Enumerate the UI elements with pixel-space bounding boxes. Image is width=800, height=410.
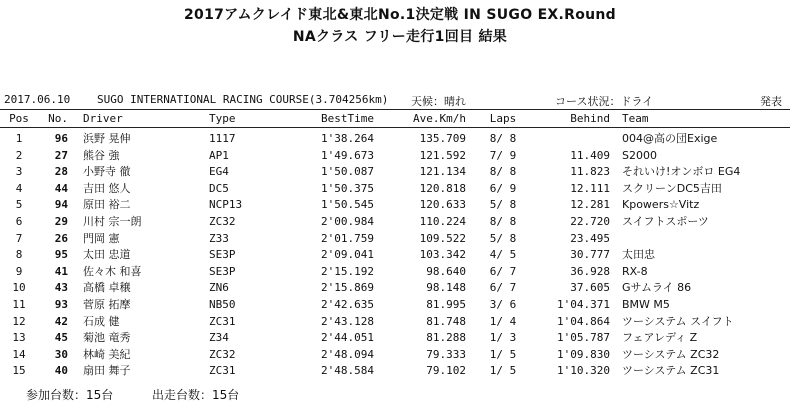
car-type: NB50 — [209, 298, 236, 311]
col-team: Team — [622, 112, 649, 125]
laps-count: 6/ 7 — [489, 264, 517, 278]
gap-behind: 12.281 — [570, 198, 610, 212]
best-time: 1'50.087 — [321, 165, 374, 179]
laps-count: 1/ 5 — [489, 364, 517, 378]
results-title: 2017アムクレイド東北&東北No.1決定戦 IN SUGO EX.Round — [183, 7, 616, 23]
avg-speed: 121.592 — [419, 148, 466, 162]
team-name: フェアレディ Z — [622, 331, 698, 345]
result-pos: 4 — [15, 181, 23, 195]
avg-speed: 79.333 — [426, 347, 466, 361]
table-row — [0, 196, 800, 213]
car-type: Z33 — [209, 231, 229, 245]
table-row — [0, 213, 800, 230]
entries-count: 参加台数：15台 — [26, 388, 114, 402]
car-number: 95 — [54, 248, 68, 262]
result-pos: 11 — [12, 298, 26, 311]
laps-count: 6/ 9 — [489, 181, 517, 195]
car-type: SE3P — [209, 248, 236, 262]
best-time: 1'50.545 — [321, 198, 374, 212]
driver-name: 川村 宗一朗 — [83, 215, 142, 228]
avg-speed: 120.818 — [419, 181, 466, 195]
avg-speed: 98.640 — [426, 264, 466, 278]
result-pos: 8 — [15, 248, 23, 262]
car-type: ZC31 — [209, 364, 236, 378]
weather-label: 天候：晴れ — [411, 95, 466, 108]
col-behind: Behind — [570, 112, 610, 125]
car-type: ZC31 — [209, 314, 236, 328]
driver-name: 門岡 憲 — [83, 231, 120, 245]
result-pos: 6 — [15, 215, 23, 228]
avg-speed: 103.342 — [419, 248, 466, 262]
car-type: SE3P — [209, 264, 236, 278]
table-row — [0, 147, 800, 164]
result-pos: 7 — [15, 231, 23, 245]
best-time: 2'48.584 — [321, 364, 374, 378]
best-time: 2'15.192 — [321, 264, 374, 278]
car-number: 42 — [54, 314, 68, 328]
gap-behind: 36.928 — [570, 264, 610, 278]
result-pos: 9 — [15, 264, 23, 278]
car-type: ZC32 — [209, 215, 236, 228]
laps-count: 4/ 5 — [489, 248, 517, 262]
col-laps: Laps — [489, 112, 517, 125]
avg-speed: 120.633 — [419, 198, 466, 212]
column-header-row — [0, 110, 800, 127]
avg-speed: 79.102 — [426, 364, 466, 378]
driver-name: 熊谷 強 — [83, 148, 120, 162]
car-type: ZN6 — [209, 281, 229, 295]
laps-count: 5/ 8 — [489, 231, 517, 245]
laps-count: 6/ 7 — [489, 281, 517, 295]
team-name: それいけ!オンボロ EG4 — [622, 165, 741, 179]
driver-name: 林崎 美紀 — [83, 347, 131, 361]
laps-count: 8/ 8 — [489, 132, 517, 145]
team-name: 004@高の団Exige — [622, 132, 718, 145]
table-row — [0, 230, 800, 247]
car-number: 29 — [54, 215, 68, 228]
car-type: DC5 — [209, 181, 229, 195]
result-pos: 2 — [15, 148, 23, 162]
car-number: 30 — [54, 347, 68, 361]
result-pos: 15 — [12, 364, 26, 378]
driver-name: 菅原 拓摩 — [83, 298, 131, 311]
avg-speed: 135.709 — [419, 132, 466, 145]
best-time: 1'49.673 — [321, 148, 374, 162]
results-subtitle: NAクラス フリー走行1回目 結果 — [292, 29, 508, 45]
team-name: ツーシステム スイフト — [622, 314, 734, 328]
gap-behind: 1'10.320 — [557, 364, 610, 378]
track-condition-label: コース状況：ドライ — [555, 95, 654, 108]
driver-name: 佐々木 和喜 — [83, 264, 142, 278]
gap-behind: 1'04.371 — [557, 298, 610, 311]
best-time: 2'48.094 — [321, 347, 374, 361]
car-number: 94 — [54, 198, 68, 212]
table-row — [0, 346, 800, 363]
car-type: AP1 — [209, 148, 229, 162]
avg-speed: 81.995 — [426, 298, 466, 311]
gap-behind: 22.720 — [570, 215, 610, 228]
gap-behind: 1'05.787 — [557, 331, 610, 345]
car-number: 43 — [54, 281, 68, 295]
result-pos: 10 — [12, 281, 26, 295]
car-number: 41 — [54, 264, 68, 278]
best-time: 2'44.051 — [321, 331, 374, 345]
driver-name: 高橋 卓穣 — [83, 281, 131, 295]
gap-behind: 23.495 — [570, 231, 610, 245]
gap-behind: 1'09.830 — [557, 347, 610, 361]
driver-name: 扇田 舞子 — [83, 364, 131, 378]
gap-behind: 11.823 — [570, 165, 610, 179]
car-number: 45 — [54, 331, 68, 345]
team-name: 太田忠 — [622, 248, 655, 262]
driver-name: 小野寺 徹 — [83, 165, 131, 179]
avg-speed: 98.148 — [426, 281, 466, 295]
result-pos: 13 — [12, 331, 26, 345]
laps-count: 7/ 9 — [489, 148, 517, 162]
car-number: 26 — [54, 231, 68, 245]
team-name: BMW M5 — [622, 298, 670, 311]
avg-speed: 81.288 — [426, 331, 466, 345]
best-time: 1'38.264 — [321, 132, 374, 145]
car-type: ZC32 — [209, 347, 236, 361]
gap-behind: 11.409 — [570, 148, 610, 162]
table-row — [0, 296, 800, 313]
col-no: No. — [48, 112, 68, 125]
gap-behind: 1'04.864 — [557, 314, 610, 328]
laps-count: 8/ 8 — [489, 215, 517, 228]
car-type: EG4 — [209, 165, 229, 179]
event-date: 2017.06.10 — [4, 93, 71, 106]
starters-count: 出走台数：15台 — [152, 388, 240, 402]
team-name: S2000 — [622, 148, 657, 162]
team-name: RX-8 — [622, 264, 648, 278]
laps-count: 1/ 5 — [489, 347, 517, 361]
table-row — [0, 263, 800, 280]
car-number: 27 — [54, 148, 68, 162]
gap-behind: 12.111 — [570, 181, 610, 195]
laps-count: 5/ 8 — [489, 198, 517, 212]
team-name: ツーシステム ZC31 — [622, 364, 720, 378]
driver-name: 菊池 竜秀 — [83, 331, 131, 345]
table-row — [0, 329, 800, 346]
team-name: ツーシステム ZC32 — [622, 347, 720, 361]
driver-name: 吉田 悠人 — [83, 181, 131, 195]
avg-speed: 110.224 — [419, 215, 466, 228]
best-time: 2'01.759 — [321, 231, 374, 245]
table-row — [0, 163, 800, 180]
result-pos: 5 — [15, 198, 23, 212]
laps-count: 3/ 6 — [489, 298, 517, 311]
driver-name: 原田 裕二 — [83, 198, 131, 212]
table-row — [0, 279, 800, 296]
driver-name: 浜野 晃伸 — [83, 132, 131, 145]
best-time: 2'15.869 — [321, 281, 374, 295]
result-pos: 3 — [15, 165, 23, 179]
col-driver: Driver — [83, 112, 123, 125]
best-time: 2'43.128 — [321, 314, 374, 328]
table-row — [0, 130, 800, 147]
avg-speed: 121.134 — [419, 165, 466, 179]
best-time: 2'09.041 — [321, 248, 374, 262]
car-number: 28 — [54, 165, 68, 179]
team-name: スイフトスポーツ — [622, 215, 709, 228]
gap-behind: 37.605 — [570, 281, 610, 295]
laps-count: 8/ 8 — [489, 165, 517, 179]
table-row — [0, 313, 800, 330]
best-time: 2'00.984 — [321, 215, 374, 228]
car-number: 93 — [54, 298, 68, 311]
header-bottom-rule — [0, 127, 790, 128]
car-number: 40 — [54, 364, 68, 378]
best-time: 2'42.635 — [321, 298, 374, 311]
gap-behind: 30.777 — [570, 248, 610, 262]
table-row — [0, 246, 800, 263]
car-type: NCP13 — [209, 198, 243, 212]
published-label: 発表 — [760, 95, 782, 108]
car-number: 96 — [54, 132, 68, 145]
driver-name: 太田 忠道 — [83, 248, 131, 262]
car-type: 1117 — [209, 132, 236, 145]
best-time: 1'50.375 — [321, 181, 374, 195]
car-type: Z34 — [209, 331, 229, 345]
col-pos: Pos — [9, 112, 29, 125]
table-row — [0, 180, 800, 197]
laps-count: 1/ 4 — [489, 314, 517, 328]
col-avg-speed: Ave.Km/h — [413, 112, 466, 125]
team-name: Kpowers☆Vitz — [622, 198, 700, 212]
team-name: Gサムライ 86 — [622, 281, 692, 295]
car-number: 44 — [54, 181, 68, 195]
table-row — [0, 362, 800, 379]
avg-speed: 109.522 — [419, 231, 466, 245]
avg-speed: 81.748 — [426, 314, 466, 328]
result-pos: 1 — [15, 132, 23, 145]
course-name: SUGO INTERNATIONAL RACING COURSE(3.704256km) — [97, 93, 389, 106]
result-pos: 12 — [12, 314, 26, 328]
team-name: スクリーンDC5吉田 — [622, 181, 722, 195]
result-pos: 14 — [12, 347, 26, 361]
col-besttime: BestTime — [321, 112, 374, 125]
driver-name: 石成 健 — [83, 314, 120, 328]
laps-count: 1/ 3 — [489, 331, 517, 345]
col-type: Type — [209, 112, 236, 125]
